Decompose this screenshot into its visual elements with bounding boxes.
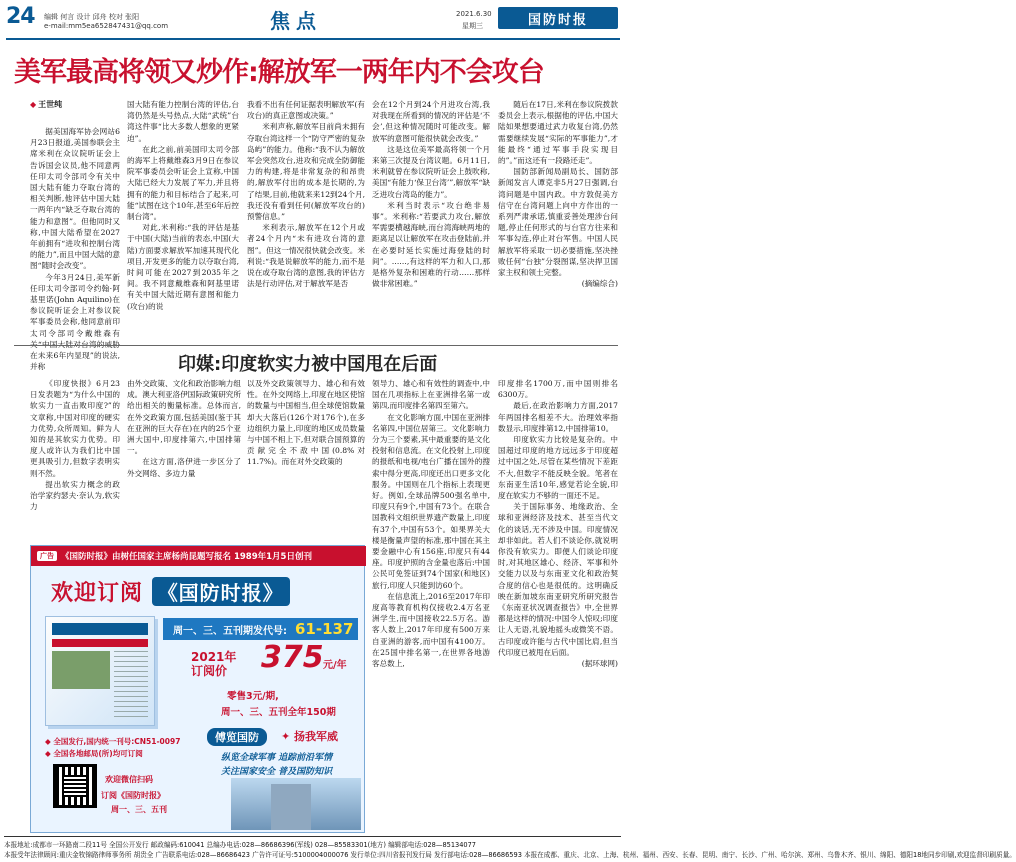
footer-line-1: 本报地址:成都市一环路南二段11号 全国公开发行 邮政编码:610041 总编办电话:028—86686396(军线) 028—85583301(地方) 编辑部电话:028—85134077: [4, 841, 476, 849]
paragraph: 提出软实力概念的政治学家约瑟夫·奈认为,软实力: [30, 479, 120, 512]
article-divider: [14, 345, 618, 346]
paragraph: 据美国海军协会网站6月23日报道,美国参联会主席米利在众议院听证会上告诉国会议员,他不同意两任印太司令部司令有关中国大陆有能力夺取台湾的相关判断,他评估中国大陆一两年内“缺乏夺取台湾的能力和意图”。但他同时又称,中国大陆希望在2027年前拥有“进攻和控制台湾的能力”,而且中国大陆的意图“随时会改变”。: [30, 127, 120, 271]
paragraph: 米利声称,解放军目前尚未拥有夺取台湾这样一个“防守严密的复杂岛屿”的能力。他称:“我不认为解放军会突然攻台,进攻和完成全防御能力的构建,将是非常复杂的和昂贵的,解放军付出的成本是长期的,为了结果,目前,他就来来12到24个月,我还没有看到任何(解放军攻台的)预警信息。”: [247, 122, 365, 222]
editor-email: e-mail:mm5ea652847431@qq.com: [44, 22, 169, 30]
header-divider: [6, 38, 620, 40]
scan-prompt: 周一、三、五刊: [111, 805, 167, 814]
scan-prompt: 欢迎微信扫码: [105, 775, 153, 784]
article-signoff: (摘编综合): [581, 279, 618, 289]
issue-code-box: [163, 618, 358, 640]
building-photo: [231, 778, 361, 830]
paragraph: 对此,米利称:“我的评估是基于中国(大陆)当前的表态,中国(大陆)方面要求解放军加速其现代化项目,开发更多的能力以夺取台湾,时间可能在2027到2035年之间。我不同意戴维森和阿基里诺有关中国大陆近期有意图和能力(攻台)的说: [127, 223, 239, 311]
ad-slogan: 关注国家安全 普及国防知识: [221, 767, 333, 777]
mini-masthead: [52, 623, 148, 635]
ad-title-prefix: 欢迎订阅: [51, 581, 144, 606]
mini-text: [114, 651, 148, 721]
ad-tag: 广告: [37, 551, 57, 561]
paragraph: 在文化影响方面,中国在亚洲排名第四,中国位居第三。文化影响力分为三个要素,其中最重要的是文化投射和信息流。在文化投射上,印度的报纸和电视/电台广播在国外的搜索中得分更高,印度还出口更多文化服务。中国则在几个指标上表现更好。例如,全球品牌500强名单中,印度只有9个,中国有73个。在联合国教科文组织世界遗产数量上,印度有37个,中国有53个。如果界关大楼是衡量声望的标准,那中国在其主要金融中心有156座,印度只有44座。印度护照的含金量也落后:中国公民可免签证到74个国家(和地区)旅行,印度人只能到访60个。: [372, 412, 490, 590]
price-unit: 元/年: [323, 660, 347, 671]
paragraph: 这是这位美军最高将领一个月来第三次提及台湾议题。6月11日,米利就曾在参议院听证会上鼓吹称,美国“有能力‘保卫台湾’”,解放军“缺乏进攻台湾岛的能力”。: [372, 144, 490, 199]
paragraph: 领导力、雄心和有效性的调查中,中国在几项指标上在亚洲排名第一或第四,而印度排名第四至第六。: [372, 379, 490, 411]
mini-photo: [52, 651, 110, 689]
ad-slogan-badge: 傅览国防: [207, 728, 267, 746]
issue-days: 周一、三、五刊期发代号:: [173, 625, 287, 637]
issue-date: 2021.6.30: [456, 10, 492, 18]
mini-headline: [52, 639, 148, 647]
paragraph: 国防部新闻局副局长、国防部新闻发言人谭克非5月27日强调,台湾问题是中国内政。中方敦促美方信守在台湾问题上向中方作出的一系列严肃承诺,慎重妥善处理涉台问题,停止任何形式的与台官方往来和军事勾连,停止对台军售。中国人民解放军将采取一切必要措施,坚决挫败任何“台独”分裂图谋,坚决捍卫国家主权和领土完整。: [498, 167, 618, 278]
paragraph: 以及外交政策领导力、雄心和有效性。在外交网络上,印度在地区使馆的数量与中国相当,但全球使馆数量却大大落后(126个对176个),在多边组织力量上,印度的地区成员数量与中国不相上下,但对联合国预算的贡献完全不敌中国(0.8%对11.7%)。而在对外交政策的: [247, 379, 365, 467]
newspaper-stack-image: [45, 616, 155, 726]
paragraph: 米利表示,解放军在12个月或者24个月内“未有进攻台湾的意图”。但这一情况很快就会改变。米利说:“我是说解放军的能力,而不是说在或夺取台湾的意图,我的评估方法是行动评估,对于解放军是否: [247, 223, 365, 289]
section-title: 焦点: [270, 9, 322, 33]
ad-title-paper: 《国防时报》: [152, 577, 290, 606]
price-label: [191, 650, 236, 678]
second-column-3: [247, 378, 365, 538]
byline-author: 王世纯: [38, 100, 63, 109]
issue-weekday: 星期三: [462, 22, 483, 30]
retail-price: 零售3元/期,: [227, 691, 279, 702]
article-signoff: (据环球网): [581, 659, 618, 669]
ad-title: [51, 576, 290, 607]
footer-line-2: 本报受年法律顾问:重庆金牧锦路律师事务所 胡贵全 广告联系电话:028—86686423 广告许可证号:5100004000076 发行单位:四川省报刊发行局 发行部电话:028—86686593 本报在成都、重庆、北京、上海、杭州、福州、西安、长春、昆明、南宁、长沙、广州、哈尔滨、郑州、乌鲁木齐、银川、绵阳、德阳18地同步印刷,欢迎监督印刷质量。: [4, 851, 1016, 859]
price-year: 2021年: [191, 650, 237, 664]
paragraph: 在信息流上,2016至2017年印度高等教育机构仅接收2.4万名亚洲学生,而中国接收22.5万名。游客人数上,2017年印度有500万来自亚洲的游客,而中国有4100万。在25国中排名第一,在世界各地游客总数上,: [372, 591, 490, 669]
ad-slogan: 纵览全球军事 追踪前沿军情: [221, 753, 333, 763]
issue-code: 61-137: [295, 620, 354, 638]
paragraph: 关于国际事务、地缘政治、全球和亚洲经济及技术、甚至当代文化的谈话,无不涉及中国。印度情况却非如此。若人们不谈论你,就说明你没有软实力。即便人们谈论印度时,对其地区雄心、经济、军事和外交能力以及与东南亚文化和政治契合度的信心也是很低的。这明确反映在新加坡东南亚研究所研究报告《东南亚状况调查报告》中,全世界都是这样的情况:中国令人惊叹;印度让人无语,礼貌地摇头或微笑不语。古印度或许能与古代中国比肩,但当代印度已被甩在后面。: [498, 502, 618, 657]
ad-banner-text: 《国防时报》由树任国家主席杨尚昆题写报名 1989年1月5日创刊: [61, 552, 312, 562]
page-number: 24: [6, 4, 35, 29]
lead-column-1: [30, 126, 120, 372]
ad-bullet: ◆ 全国发行,国内统一刊号:CN51-0097: [45, 737, 181, 746]
lead-column-5: [498, 99, 618, 341]
paragraph: 《印度快报》6月23日发表题为“为什么中国的软实力一直击败印度?”的文章称,中国对印度的硬实力优势,众所周知。鲜为人知的是其软实力优势。印度人或许认为我们比中国更具吸引力,但数字表明实则不然。: [30, 379, 120, 478]
diamond-icon: ◆: [30, 100, 37, 109]
qr-code-icon[interactable]: [53, 764, 97, 808]
paragraph: 印度软实力比较是复杂的。中国超过印度的地方远远多于印度超过中国之处,尽管在某些情况下差距不大,但数字不能反映全貌。笔者在东南亚生活10年,感觉若论全貌,印度在软实力不够的一面还不足。: [498, 435, 618, 501]
paragraph: 今年3月24日,美军新任印太司令部司令约翰·阿基里诺(John Aquilino)在参议院听证会上对参议院军事委员会称,他同意前印太司令部司令戴维森有 在未来6年内显现”的说法,并称: [30, 272, 120, 372]
second-column-2: [127, 378, 241, 538]
lead-column-4: [372, 99, 490, 341]
ad-bullet: ◆ 全国各地邮局(所)均可订阅: [45, 749, 143, 758]
ad-slogan-badge-2: ✦ 扬我军威: [281, 730, 339, 743]
footer-divider: [4, 836, 621, 837]
ad-banner: [31, 546, 366, 566]
lead-byline: [30, 99, 62, 110]
paragraph: 最后,在政治影响力方面,2017年两国排名相差不大。治理效率指数显示,印度排第12,中国排第10。: [498, 401, 618, 433]
editor-credits: 编辑 何言 设计 邱舟 校对 张阳: [44, 13, 140, 21]
second-column-4: [372, 378, 490, 832]
page-header: [0, 0, 625, 42]
masthead-logo: 国防时报: [498, 7, 618, 29]
paragraph: 米利当时表示“攻台绝非易事”。米利称:“若要武力攻台,解放军需要横越海峡,而台湾海峡两地的距离足以让解放军在攻击登陆前,并在必要时延长实施过海登陆的时间”。……,有这样的军力和人口,那是格外复杂和困难的行动……那样做非常困难。”: [372, 200, 490, 289]
scan-prompt: 订阅《国防时报》: [101, 791, 165, 800]
paragraph: 国大陆有能力控制台湾的评估,台湾仍然是头号热点,大陆“武统”台湾这件事“比大多数人想象的更紧迫”。: [127, 100, 239, 143]
qr-code-pattern: [64, 775, 86, 797]
paragraph: 在此之前,前美国印太司令部的海军上将戴维森3月9日在参议院军事委员会听证会上宣称,中国大陆已经大力发展了军力,并且将拥有的能力和目标结合了起来,可能“试图在这个10年,甚至6年后控制台湾”。: [127, 144, 239, 222]
second-column-1: [30, 378, 120, 538]
paragraph: 我看不出有任何证据表明解放军(有攻台)的真正意图或决策。”: [247, 100, 365, 121]
second-column-5: [498, 378, 618, 832]
lead-headline: 美军最高将领又炒作:解放军一两年内不会攻台: [14, 57, 544, 88]
paragraph: 在这方面,洛伊进一步区分了外交网络、多边力量: [127, 457, 241, 478]
paragraph: 会在12个月到24个月进攻台湾,我对我现在所看到的情况的评估是‘不会’,但这种情况随时可能改变。解放军的意图可能很快就会改变。”: [372, 100, 490, 143]
paragraph: 印度排名1700万,而中国则排名6300万。: [498, 379, 618, 400]
paragraph: 由外交政策、文化和政治影响力组成。澳大利亚洛伊国际政策研究所给出相关的衡量标准。总体而言,在外交政策方面,包括美国(鉴于其在亚洲的巨大存在)在内的25个亚洲大国中,印度排第六,中国排第一。: [127, 379, 241, 456]
price-label-text: 订阅价: [191, 664, 228, 678]
paragraph: 随后在17日,米利在参议院拨款委员会上表示,根据他的评估,中国大陆如果想要通过武力收复台湾,仍然需要继续发展“实际的军事能力”,才能最终“通过军事手段实现目的”。”而这还有一段路还走”。: [498, 100, 618, 166]
subscription-advertisement: [30, 545, 365, 833]
lead-column-3: [247, 99, 365, 341]
second-headline: 印媒:印度软实力被中国甩在后面: [178, 354, 438, 375]
price-value: 375: [261, 640, 324, 675]
lead-column-2: [127, 99, 239, 341]
retail-schedule: 周一、三、五刊全年150期: [221, 707, 336, 718]
